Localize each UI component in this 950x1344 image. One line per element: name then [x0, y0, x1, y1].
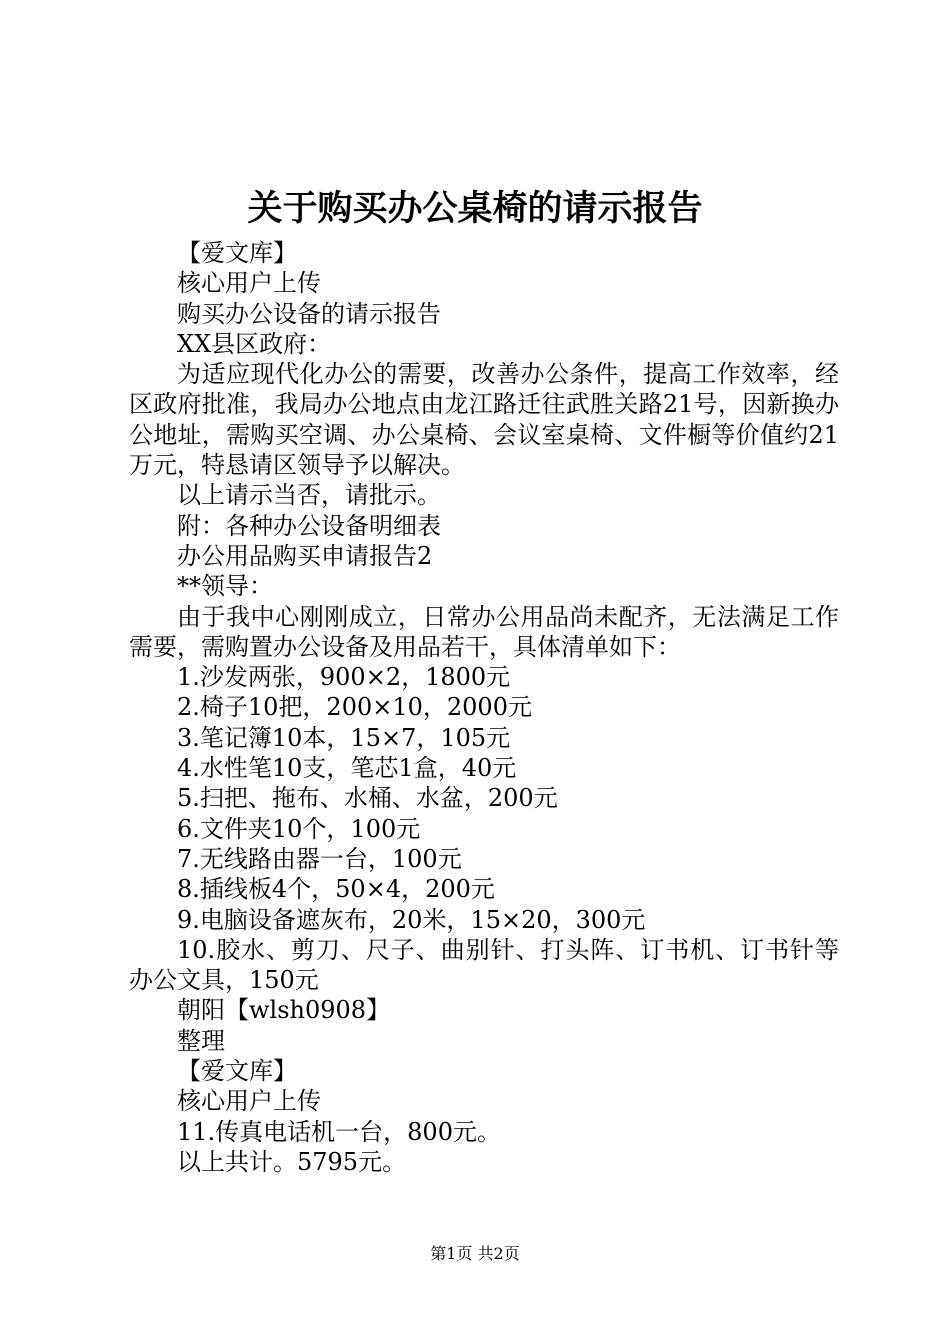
paragraph: 由于我中心刚刚成立，日常办公用品尚未配齐，无法满足工作需要，需购置办公设备及用品若干，具体清单如下： [129, 602, 839, 661]
paragraph: 附：各种办公设备明细表 [177, 511, 441, 540]
list-item: 10.胶水、剪刀、尺子、曲别针、打头阵、订书机、订书针等办公文具，150元 [129, 935, 839, 995]
document-title: 关于购买办公桌椅的请示报告 [247, 188, 703, 229]
paragraph: 朝阳【wlsh0908】 [177, 996, 391, 1025]
paragraph: 整理 [177, 1026, 225, 1055]
paragraph: 核心用户上传 [177, 269, 321, 298]
list-item: 5.扫把、拖布、水桶、水盆，200元 [177, 784, 558, 813]
paragraph: 办公用品购买申请报告2 [177, 541, 433, 570]
paragraph: 以上共计。5795元。 [177, 1147, 407, 1176]
list-item: 2.椅子10把，200×10，2000元 [177, 693, 532, 722]
paragraph: XX县区政府： [177, 329, 332, 358]
list-item: 7.无线路由器一台，100元 [177, 844, 462, 873]
list-item: 6.文件夹10个，100元 [177, 814, 421, 843]
paragraph: 【爱文库】 [177, 1057, 297, 1086]
list-item: 11.传真电话机一台，800元。 [177, 1117, 501, 1146]
paragraph: 【爱文库】 [177, 239, 297, 267]
list-item: 1.沙发两张，900×2，1800元 [177, 663, 511, 692]
page-number-footer: 第1页 共2页 [430, 1244, 520, 1263]
paragraph: 为适应现代化办公的需要，改善办公条件，提高工作效率，经区政府批准，我局办公地点由龙江路迁往武胜关路21号，因新换办公地址，需购买空调、办公桌椅、会议室桌椅、文件橱等价值约21万元，特恳请区领导予以解决。 [129, 360, 839, 480]
document-body [129, 238, 839, 1177]
paragraph: 核心用户上传 [177, 1087, 321, 1116]
paragraph: 以上请示当否，请批示。 [177, 481, 441, 510]
list-item: 9.电脑设备遮灰布，20米，15×20，300元 [177, 905, 646, 934]
list-item: 8.插线板4个，50×4，200元 [177, 875, 495, 904]
paragraph: **领导： [177, 572, 273, 601]
paragraph: 购买办公设备的请示报告 [177, 299, 441, 328]
list-item: 4.水性笔10支，笔芯1盒，40元 [177, 754, 517, 783]
list-item: 3.笔记簿10本，15×7，105元 [177, 723, 511, 752]
